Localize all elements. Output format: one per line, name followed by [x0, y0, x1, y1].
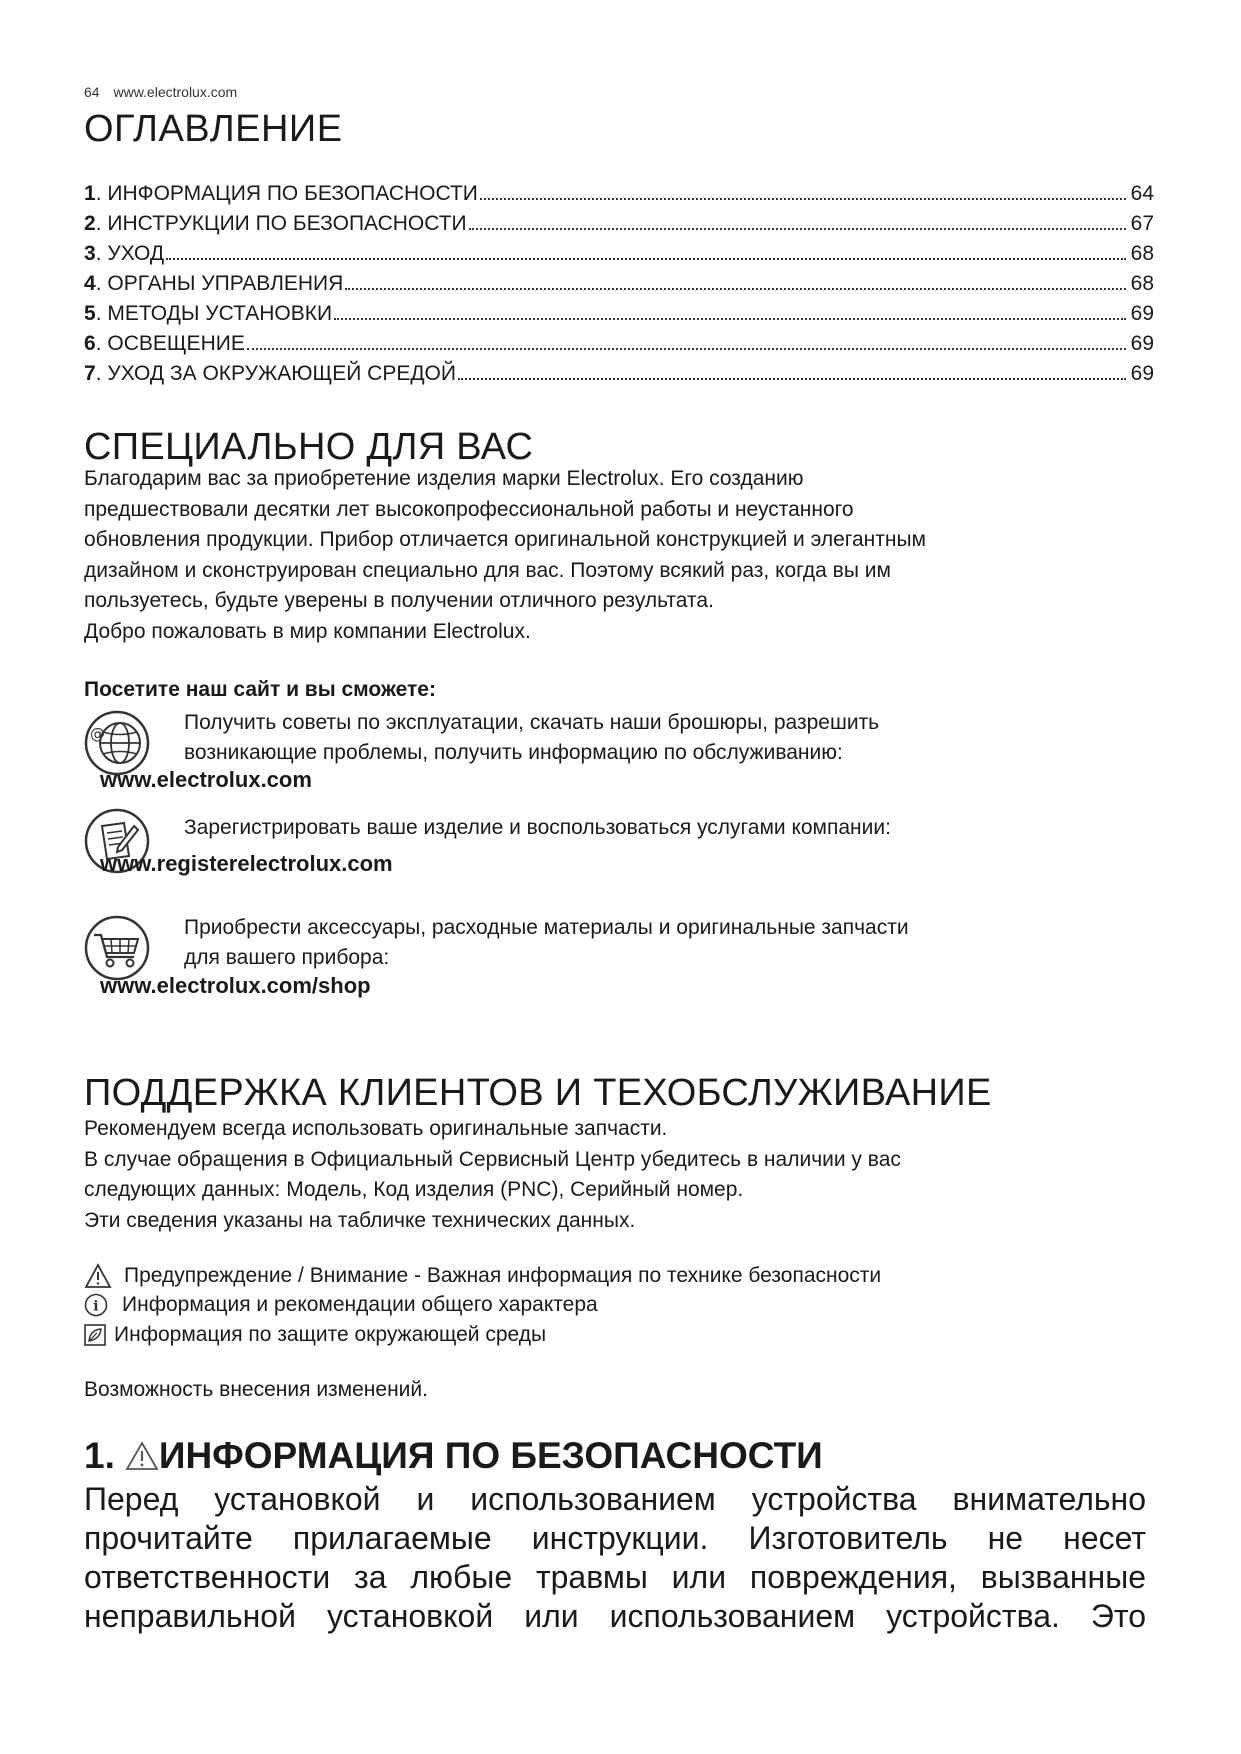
toc-number: 6 — [84, 332, 96, 355]
cart-icon — [84, 915, 150, 981]
text-line: Добро пожаловать в мир компании Electrolux. — [84, 619, 531, 643]
text-line: ответственности за любые травмы или повреждения, вызванные — [84, 1559, 1146, 1595]
toc-row[interactable] — [84, 179, 1154, 209]
section-title: ИНФОРМАЦИЯ ПО БЕЗОПАСНОСТИ — [158, 1435, 823, 1476]
text-line: В случае обращения в Официальный Сервисный Центр убедитесь в наличии у вас — [84, 1147, 901, 1171]
page-header — [84, 84, 247, 100]
support-text — [84, 1114, 1164, 1236]
toc-page: 68 — [1130, 242, 1154, 265]
toc-leader — [166, 257, 1126, 260]
legend-row — [84, 1293, 598, 1317]
toc-number: 3 — [84, 242, 96, 265]
section-heading-safety — [84, 1435, 823, 1477]
toc-page: 68 — [1130, 272, 1154, 295]
toc-row[interactable] — [84, 359, 1154, 389]
legend-text: Информация и рекомендации общего характера — [122, 1293, 598, 1316]
electrolux-link[interactable]: www.electrolux.com — [100, 767, 312, 792]
toc-label: . УХОД — [95, 242, 165, 265]
toc-page: 67 — [1130, 212, 1154, 235]
table-of-contents — [84, 179, 1154, 389]
toc-label: . УХОД ЗА ОКРУЖАЮЩЕЙ СРЕДОЙ — [95, 362, 456, 385]
text-line: дизайном и сконструирован специально для вас. Поэтому всякий раз, когда вы им — [84, 558, 891, 582]
warning-icon — [125, 1441, 159, 1471]
service-text — [184, 813, 891, 843]
toc-page: 64 — [1130, 182, 1154, 205]
toc-leader — [345, 287, 1126, 290]
site-url[interactable]: www.electrolux.com — [113, 84, 238, 100]
info-icon — [84, 1293, 108, 1317]
toc-page: 69 — [1130, 362, 1154, 385]
svg-text:@: @ — [90, 725, 105, 743]
legend-row — [84, 1323, 546, 1347]
visit-title: Посетите наш сайт и вы сможете: — [84, 678, 436, 701]
toc-number: 4 — [84, 272, 96, 295]
text-line: Благодарим вас за приобретение изделия марки Electrolux. Его созданию — [84, 467, 804, 490]
text-line: возникающие проблемы, получить информацию по обслуживанию: — [184, 741, 843, 764]
toc-label: . ИНСТРУКЦИИ ПО БЕЗОПАСНОСТИ — [95, 212, 467, 235]
toc-label: . ИНФОРМАЦИЯ ПО БЕЗОПАСНОСТИ — [95, 182, 478, 205]
safety-intro — [84, 1480, 1146, 1636]
warning-icon — [84, 1263, 112, 1289]
toc-page: 69 — [1130, 302, 1154, 325]
svg-text:i: i — [93, 1298, 99, 1315]
toc-label: . МЕТОДЫ УСТАНОВКИ — [95, 302, 333, 325]
toc-row[interactable] — [84, 239, 1154, 269]
text-line: неправильной установкой или использованием устройства. Это — [84, 1598, 1146, 1634]
text-line: следующих данных: Модель, Код изделия (PNC), Серийный номер. — [84, 1178, 744, 1201]
register-link[interactable]: www.registerelectrolux.com — [100, 851, 393, 876]
text-line: обновления продукции. Прибор отличается оригинальной конструкцией и элегантным — [84, 528, 926, 551]
service-text — [184, 913, 909, 973]
page-title: ОГЛАВЛЕНИЕ — [84, 108, 343, 150]
service-text — [184, 708, 879, 768]
text-line: Приобрести аксессуары, расходные материалы и оригинальные запчасти — [184, 916, 909, 939]
text-line: Перед установкой и использованием устройства внимательно — [84, 1481, 1146, 1517]
changes-note: Возможность внесения изменений. — [84, 1378, 428, 1401]
toc-row[interactable] — [84, 209, 1154, 239]
section-heading-support: ПОДДЕРЖКА КЛИЕНТОВ И ТЕХОБСЛУЖИВАНИЕ — [84, 1072, 992, 1114]
legend-text: Информация по защите окружающей среды — [114, 1323, 547, 1346]
text-line: предшествовали десятки лет высокопрофессиональной работы и неустанного — [84, 497, 854, 521]
legend-text: Предупреждение / Внимание - Важная информация по технике безопасности — [124, 1264, 882, 1287]
toc-leader — [480, 197, 1126, 200]
toc-label: . ОСВЕЩЕНИЕ — [95, 332, 245, 355]
toc-number: 7 — [84, 362, 96, 385]
section-number: 1. — [84, 1435, 115, 1476]
toc-leader — [458, 377, 1126, 380]
toc-number: 2 — [84, 212, 96, 235]
page-number: 64 — [84, 84, 100, 100]
text-line: Эти сведения указаны на табличке технических данных. — [84, 1208, 636, 1232]
toc-number: 5 — [84, 302, 96, 325]
text-line: Рекомендуем всегда использовать оригинальные запчасти. — [84, 1117, 668, 1140]
text-line: для вашего прибора: — [184, 946, 390, 969]
text-line: Получить советы по эксплуатации, скачать наши брошюры, разрешить — [184, 711, 880, 734]
text-line: прочитайте прилагаемые инструкции. Изготовитель не несет — [84, 1520, 1146, 1556]
text-line: Зарегистрировать ваше изделие и воспользоваться услугами компании: — [184, 816, 891, 839]
text-line: пользуетесь, будьте уверены в получении отличного результата. — [84, 589, 714, 612]
shop-link[interactable]: www.electrolux.com/shop — [100, 973, 371, 998]
environment-icon — [84, 1324, 106, 1346]
legend-row — [84, 1263, 881, 1289]
toc-row[interactable] — [84, 269, 1154, 299]
toc-page: 69 — [1130, 332, 1154, 355]
toc-leader — [469, 227, 1126, 230]
toc-row[interactable] — [84, 299, 1154, 329]
toc-label: . ОРГАНЫ УПРАВЛЕНИЯ — [95, 272, 344, 295]
toc-number: 1 — [84, 182, 96, 205]
toc-leader — [247, 347, 1126, 350]
toc-leader — [334, 317, 1126, 320]
toc-row[interactable] — [84, 329, 1154, 359]
for-you-text — [84, 464, 1164, 647]
section-heading-for-you: СПЕЦИАЛЬНО ДЛЯ ВАС — [84, 426, 534, 468]
